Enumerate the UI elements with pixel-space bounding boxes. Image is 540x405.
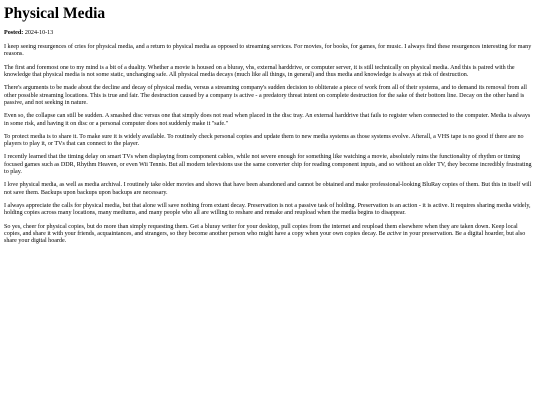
page-title: Physical Media <box>4 5 106 22</box>
paragraph-collapse: Even so, the collapse can still be sudden. A smashed disc versus one that simply does not read when placed in the disc tray. An external harddrive that fails to register when connected to the computer. Media is always in some risk, and having it on disc or a personal computer does not suddenly make it "safe." <box>4 113 531 127</box>
paragraph-duality: The first and foremost one to my mind is a bit of a duality. Whether a movie is housed on a bluray, vhs, external harddrive, or computer server, it is still technically on physical media. And this is paired with the knowledge that physical media is not some static, unchanging safe. All physical media decays (much like all things, in general) and thus media and knowledge is always at risk of destruction. <box>4 64 515 78</box>
paragraph-preservation: I always appreciate the calls for physical media, but that alone will save nothing from extant decay. Preservation is not a passive task of holding. Preservation is an action - it is active. It requires sharing media widely, holding copies across many locations, many mediums, and many people who all are willing to reshare and remake and reupload when the media begins to disappear. <box>4 203 531 217</box>
paragraph-protect: To protect media is to share it. To make sure it is widely available. To routinely check personal copies and update them to new media systems as those systems evolve. Afterall, a VHS tape is no good if there are no players to play it, or TVs that can connect to the player. <box>4 133 524 148</box>
posted-label: Posted: <box>4 30 24 37</box>
post-meta <box>4 30 536 37</box>
closing-text-start: So yes, cheer for physical copies, but do more than simply requesting them. Get a bluray writer for your desktop, pull copies from the internet and reupload them elsewhere when they are taken down. Keep local copies, and share it with your friends, acquaintances, and strangers, so they become another person who might have a copy when your own copies decay. Be <box>4 223 518 237</box>
closing-emphasis: active <box>386 230 402 237</box>
paragraph-archival: I love physical media, as well as media archival. I routinely take older movies and shows that have been abandoned and cannot be obtained and make professional-looking BluRay copies of them. But this in itself will not save them. Backups upon backups upon backups are necessary. <box>4 182 532 196</box>
paragraph-closing <box>4 224 536 246</box>
closing-text-end: in your preservation. Be a digital hoarder, but also share your digital hoarde. <box>4 230 526 245</box>
paragraph-timing: I recently learned that the timing delay on smart TVs when displaying from component cables, while not severe enough for something like watching a movie, absolutely ruins the functionality of rhythm or timing focused games such as DDR, Rhythm Heaven, or even Wii Tennis. But all modern televisions use the same converter chip for reading component inputs, and so without an older TV, they become incredibly frustrating to play. <box>4 154 532 176</box>
paragraph-decline: There's arguments to be made about the decline and decay of physical media, versus a streaming company's sudden decision to obliterate a piece of work from all of their systems, and to demand its removal from all other possible streaming locations. This is true and fair. The destruction caused by a company is active - a predatory threat intent on complete destruction for the sake of their bottom line. Decay on the other hand is passive, and not seeking in nature. <box>4 85 527 106</box>
posted-date: 2024-10-13 <box>24 30 54 37</box>
paragraph-intro: I keep seeing resurgences of cries for physical media, and a return to physical media as opposed to streaming services. For movies, for books, for games, for music. I always find these resurgences interesting for many reasons. <box>4 44 532 58</box>
